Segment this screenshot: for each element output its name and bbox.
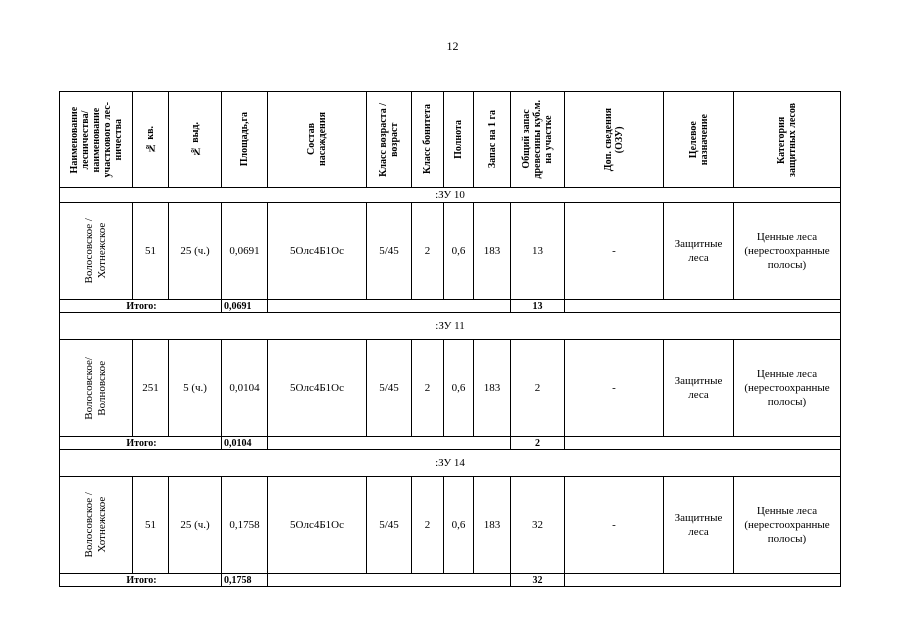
cell-ozu: - — [565, 340, 664, 437]
total-spacer-right — [565, 437, 841, 450]
cell-zapas-ha: 183 — [474, 340, 511, 437]
header-ozu-label: Доп. сведения (ОЗУ) — [603, 107, 625, 172]
cell-vyd: 25 (ч.) — [169, 203, 222, 300]
cell-ozu: - — [565, 477, 664, 574]
header-kv — [133, 92, 169, 188]
total-label: Итого: — [60, 300, 222, 313]
section-title-row — [60, 450, 841, 477]
total-spacer — [268, 300, 511, 313]
table-row — [60, 203, 841, 300]
total-spacer — [268, 574, 511, 587]
total-area: 0,1758 — [222, 574, 268, 587]
cell-forestry — [60, 340, 133, 437]
cell-area: 0,0104 — [222, 340, 268, 437]
header-composition — [268, 92, 367, 188]
cell-zapas-total: 2 — [511, 340, 565, 437]
cell-polnota: 0,6 — [444, 203, 474, 300]
header-forestry — [60, 92, 133, 188]
header-zapas-ha-label: Запас на 1 га — [486, 110, 498, 169]
total-spacer-right — [565, 574, 841, 587]
cell-category: Ценные леса (нерестоохранные полосы) — [734, 340, 841, 437]
total-label: Итого: — [60, 574, 222, 587]
cell-area: 0,1758 — [222, 477, 268, 574]
cell-kv: 51 — [133, 203, 169, 300]
header-vyd-label: № выд. — [189, 122, 201, 157]
cell-vyd: 25 (ч.) — [169, 477, 222, 574]
cell-vyd: 5 (ч.) — [169, 340, 222, 437]
forest-plots-table — [59, 91, 841, 587]
section-title-row — [60, 313, 841, 340]
table-row — [60, 477, 841, 574]
header-purpose — [664, 92, 734, 188]
table-row — [60, 340, 841, 437]
header-bonitet-label: Класс бонитета — [422, 104, 433, 175]
cell-forestry — [60, 477, 133, 574]
total-zapas: 32 — [511, 574, 565, 587]
total-spacer-right — [565, 300, 841, 313]
header-age — [367, 92, 412, 188]
cell-age: 5/45 — [367, 203, 412, 300]
header-forestry-label: Наименование лесничества/ наименование участкового лес- ничества — [68, 101, 124, 178]
header-bonitet — [412, 92, 444, 188]
header-zapas-total-label: Общий запас древесины куб.м. на участке — [521, 100, 554, 179]
section-title: :ЗУ 11 — [60, 313, 841, 340]
total-row — [60, 574, 841, 587]
cell-composition: 5Олс4Б1Ос — [268, 203, 367, 300]
header-area-label: Площадь,га — [239, 112, 250, 167]
cell-composition: 5Олс4Б1Ос — [268, 477, 367, 574]
header-polnota-label: Полнота — [453, 120, 464, 159]
header-composition-label: Состав насаждения — [306, 112, 328, 167]
cell-kv: 51 — [133, 477, 169, 574]
cell-zapas-total: 32 — [511, 477, 565, 574]
cell-purpose: Защитные леса — [664, 203, 734, 300]
cell-bonitet: 2 — [412, 477, 444, 574]
cell-zapas-ha: 183 — [474, 203, 511, 300]
cell-ozu: - — [565, 203, 664, 300]
cell-zapas-ha: 183 — [474, 477, 511, 574]
header-category — [734, 92, 841, 188]
header-zapas-ha — [474, 92, 511, 188]
header-polnota — [444, 92, 474, 188]
header-ozu — [565, 92, 664, 188]
cell-category: Ценные леса (нерестоохранные полосы) — [734, 477, 841, 574]
cell-kv: 251 — [133, 340, 169, 437]
cell-bonitet: 2 — [412, 340, 444, 437]
section-title: :ЗУ 10 — [60, 188, 841, 203]
cell-polnota: 0,6 — [444, 477, 474, 574]
header-kv-label: № кв. — [145, 125, 156, 154]
forestry-text: Волосовское / Хотнежское — [83, 218, 108, 284]
section-title-row — [60, 188, 841, 203]
total-zapas: 2 — [511, 437, 565, 450]
cell-purpose: Защитные леса — [664, 477, 734, 574]
total-zapas: 13 — [511, 300, 565, 313]
header-vyd — [169, 92, 222, 188]
total-row — [60, 437, 841, 450]
cell-zapas-total: 13 — [511, 203, 565, 300]
header-area — [222, 92, 268, 188]
page-number: 12 — [446, 39, 459, 53]
header-zapas-total — [511, 92, 565, 188]
table-header-row — [60, 92, 841, 188]
header-age-label: Класс возраста / возраст — [378, 102, 400, 177]
total-row — [60, 300, 841, 313]
header-category-label: Категория защитных лесов — [776, 102, 798, 177]
cell-category: Ценные леса (нерестоохранные полосы) — [734, 203, 841, 300]
cell-area: 0,0691 — [222, 203, 268, 300]
header-purpose-label: Целевое назначение — [687, 113, 710, 166]
total-spacer — [268, 437, 511, 450]
cell-bonitet: 2 — [412, 203, 444, 300]
forestry-text: Волосовское / Хотнежское — [83, 492, 108, 558]
cell-purpose: Защитные леса — [664, 340, 734, 437]
total-area: 0,0691 — [222, 300, 268, 313]
total-area: 0,0104 — [222, 437, 268, 450]
section-title: :ЗУ 14 — [60, 450, 841, 477]
forestry-text: Волосовское/ Волновское — [83, 356, 108, 420]
cell-age: 5/45 — [367, 477, 412, 574]
cell-composition: 5Олс4Б1Ос — [268, 340, 367, 437]
cell-forestry — [60, 203, 133, 300]
total-label: Итого: — [60, 437, 222, 450]
cell-polnota: 0,6 — [444, 340, 474, 437]
cell-age: 5/45 — [367, 340, 412, 437]
